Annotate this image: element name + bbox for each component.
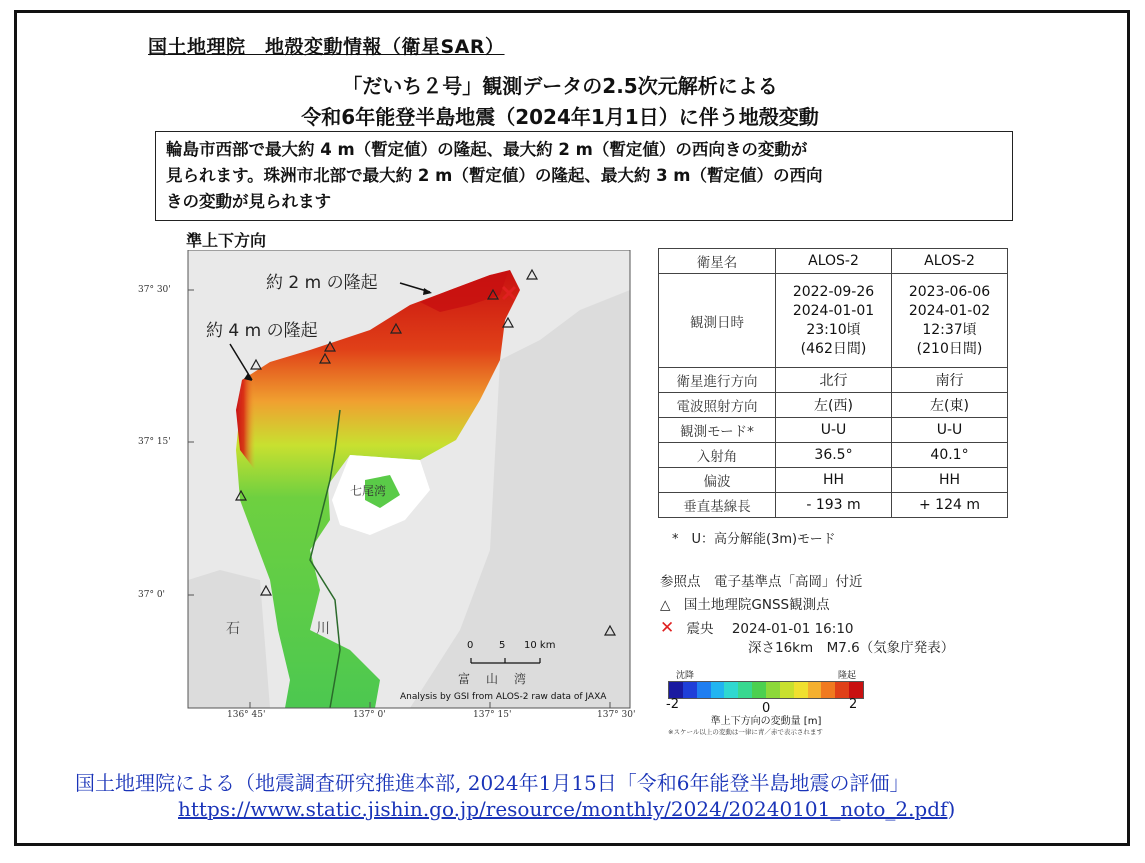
obs-date-line: (210日間) bbox=[916, 340, 983, 357]
scale-end-labels bbox=[668, 668, 864, 681]
land-label-kawa: 川 bbox=[316, 621, 330, 637]
obs-date-line: 12:37頃 bbox=[922, 321, 977, 338]
table-row bbox=[659, 443, 1008, 468]
mode-footnote: * U：高分解能(3m)モード bbox=[672, 532, 836, 547]
scale-note: ※スケール以上の変動は一律に青／赤で表示されます bbox=[668, 728, 823, 736]
color-bar-segment bbox=[849, 682, 863, 698]
scale-max: 2 bbox=[849, 697, 858, 712]
lat-tick: 37° 15' bbox=[138, 437, 171, 447]
lon-tick: 137° 15' bbox=[473, 710, 512, 720]
obs-date-line: 23:10頃 bbox=[806, 321, 861, 338]
annot-2m-label: 約 2 m の隆起 bbox=[266, 273, 378, 293]
table-cell: 偏波 bbox=[659, 468, 776, 493]
color-bar bbox=[668, 681, 864, 699]
table-cell: HH bbox=[892, 468, 1008, 493]
observation-table bbox=[658, 248, 1008, 518]
lat-tick: 37° 0' bbox=[138, 590, 166, 600]
table-cell: 40.1° bbox=[892, 443, 1008, 468]
lon-tick: 137° 0' bbox=[353, 710, 386, 720]
bay-label: 七尾湾 bbox=[350, 484, 387, 498]
epicenter-icon: ✕ bbox=[660, 618, 675, 638]
gnss-legend-text: △ 国土地理院GNSS観測点 bbox=[660, 597, 830, 613]
color-bar-segment bbox=[683, 682, 697, 698]
displacement-map bbox=[138, 250, 638, 720]
table-cell: 垂直基線長 bbox=[659, 493, 776, 518]
component-label: 準上下方向 bbox=[186, 231, 267, 250]
table-cell: 入射角 bbox=[659, 443, 776, 468]
uplift-label: 隆起 bbox=[837, 671, 856, 681]
scale-tick-10: 10 km bbox=[524, 640, 556, 651]
table-cell: U-U bbox=[892, 418, 1008, 443]
color-bar-segment bbox=[780, 682, 794, 698]
land-label-ishi: 石 bbox=[226, 621, 240, 637]
obs-date-line: 2024-01-01 bbox=[792, 302, 875, 319]
table-cell bbox=[776, 274, 892, 368]
table-row bbox=[659, 368, 1008, 393]
color-bar-segment bbox=[821, 682, 835, 698]
color-bar-segment bbox=[724, 682, 738, 698]
ref-point-text: 参照点 電子基準点「高岡」付近 bbox=[660, 574, 863, 590]
color-bar-segment bbox=[697, 682, 711, 698]
table-cell: 衛星名 bbox=[659, 249, 776, 274]
table-cell: 電波照射方向 bbox=[659, 393, 776, 418]
table-cell: - 193 m bbox=[776, 493, 892, 518]
color-bar-segment bbox=[808, 682, 822, 698]
summary-line: 輪島市西部で最大約 4 m（暫定値）の隆起、最大約 2 m（暫定値）の西向きの変動が bbox=[166, 140, 808, 159]
table-cell: + 124 m bbox=[892, 493, 1008, 518]
table-cell: U-U bbox=[776, 418, 892, 443]
table-cell: 観測日時 bbox=[659, 274, 776, 368]
title-line-2: 令和6年能登半島地震（2024年1月1日）に伴う地殻変動 bbox=[301, 105, 819, 129]
table-cell: ALOS-2 bbox=[892, 249, 1008, 274]
caption-url-line bbox=[178, 797, 1145, 821]
table-row bbox=[659, 493, 1008, 518]
color-scale bbox=[668, 668, 864, 736]
table-row bbox=[659, 274, 1008, 368]
table-cell bbox=[892, 274, 1008, 368]
color-bar-segment bbox=[669, 682, 683, 698]
table-cell: 36.5° bbox=[776, 443, 892, 468]
page-header: 国土地理院 地殻変動情報（衛星SAR） bbox=[148, 36, 505, 58]
caption-url-link[interactable]: https://www.static.jishin.go.jp/resource/monthly/2024/20240101_noto_2.pdf bbox=[178, 797, 948, 821]
summary-line: 見られます。珠洲市北部で最大約 2 m（暫定値）の隆起、最大約 3 m（暫定値）の西向 bbox=[166, 166, 823, 185]
scale-unit: 準上下方向の変動量 [m] bbox=[710, 716, 822, 727]
caption-close: ) bbox=[947, 797, 956, 821]
table-cell: 衛星進行方向 bbox=[659, 368, 776, 393]
map-credit: Analysis by GSI from ALOS-2 raw data of JAXA bbox=[400, 692, 607, 702]
table-row bbox=[659, 393, 1008, 418]
scale-tick-0: 0 bbox=[467, 640, 474, 651]
annot-4m-label: 約 4 m の隆起 bbox=[206, 321, 318, 341]
epicenter-time: 2024-01-01 16:10 bbox=[731, 621, 854, 637]
table-cell: 南行 bbox=[892, 368, 1008, 393]
obs-date-line: 2024-01-02 bbox=[908, 302, 991, 319]
sea-label: 富 山 湾 bbox=[458, 672, 529, 686]
caption-source: 国土地理院による（地震調査研究推進本部, 2024年1月15日「令和6年能登半島地震の評価」 bbox=[75, 771, 910, 795]
scale-mid: 0 bbox=[762, 701, 771, 716]
subsidence-label: 沈降 bbox=[676, 671, 695, 681]
map-legend bbox=[660, 571, 954, 660]
table-cell: 北行 bbox=[776, 368, 892, 393]
epicenter-depth: 深さ16km M7.6（気象庁発表） bbox=[748, 640, 955, 656]
obs-date-line: (462日間) bbox=[800, 340, 867, 357]
scale-min: -2 bbox=[666, 697, 679, 712]
lon-tick: 137° 30' bbox=[597, 710, 636, 720]
color-bar-segment bbox=[738, 682, 752, 698]
lon-tick: 136° 45' bbox=[227, 710, 266, 720]
scale-ticks bbox=[666, 697, 864, 716]
table-cell: HH bbox=[776, 468, 892, 493]
table-cell: 左(東) bbox=[892, 393, 1008, 418]
epicenter-label: 震央 bbox=[686, 621, 714, 637]
table-cell: 左(西) bbox=[776, 393, 892, 418]
title-line-1: 「だいち２号」観測データの2.5次元解析による bbox=[342, 74, 778, 98]
color-bar-segment bbox=[835, 682, 849, 698]
color-bar-segment bbox=[794, 682, 808, 698]
table-row bbox=[659, 418, 1008, 443]
table-row bbox=[659, 468, 1008, 493]
summary-box bbox=[155, 131, 1013, 221]
color-bar-segment bbox=[711, 682, 725, 698]
table-cell: 観測モード* bbox=[659, 418, 776, 443]
table-row bbox=[659, 249, 1008, 274]
obs-date-line: 2022-09-26 bbox=[792, 283, 875, 300]
table-cell: ALOS-2 bbox=[776, 249, 892, 274]
lat-tick: 37° 30' bbox=[138, 285, 171, 295]
color-bar-segment bbox=[752, 682, 766, 698]
color-bar-segment bbox=[766, 682, 780, 698]
summary-line: きの変動が見られます bbox=[166, 192, 331, 211]
obs-date-line: 2023-06-06 bbox=[908, 283, 991, 300]
scale-tick-5: 5 bbox=[499, 640, 506, 651]
